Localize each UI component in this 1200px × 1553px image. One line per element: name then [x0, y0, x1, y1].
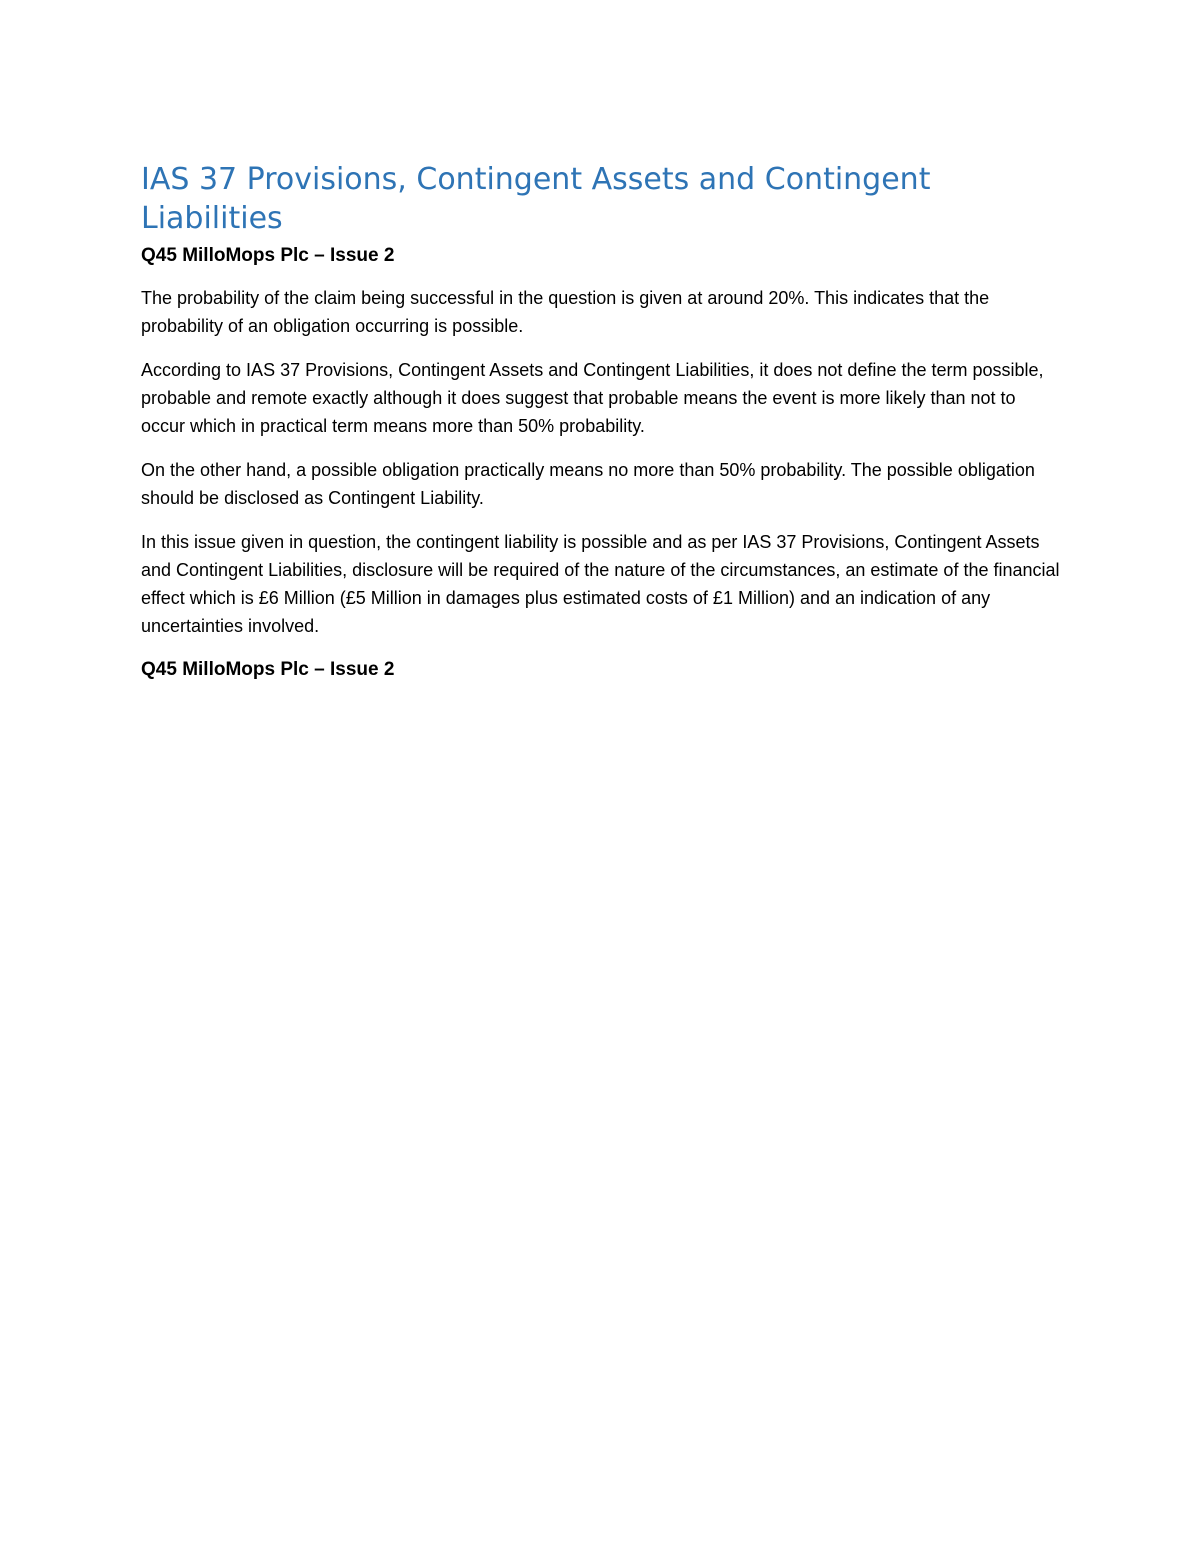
document-body: [141, 160, 1061, 698]
paragraph-ias37-definition: According to IAS 37 Provisions, Contingent Assets and Contingent Liabilities, it does not define the term possible, probable and remote exactly although it does suggest that probable means the event is more likely than not to occur which in practical term means more than 50% probability.: [141, 360, 1044, 436]
section-heading: Q45 MilloMops Plc – Issue 2: [141, 245, 395, 266]
paragraph-probability: The probability of the claim being successful in the question is given at around 20%. This indicates that the probability of an obligation occurring is possible.: [141, 288, 990, 336]
paragraph-disclosure: In this issue given in question, the contingent liability is possible and as per IAS 37 Provisions, Contingent Assets and Contingent Liabilities, disclosure will be required of the nature of the circumstances, an estimate of the financial effect which is £6 Million (£5 Million in damages plus estimated costs of £1 Million) and an indication of any uncertainties involved.: [141, 532, 1060, 636]
document-title: IAS 37 Provisions, Contingent Assets and Contingent Liabilities: [141, 162, 931, 236]
section-heading-repeat: Q45 MilloMops Plc – Issue 2: [141, 659, 395, 680]
paragraph-possible-obligation: On the other hand, a possible obligation practically means no more than 50% probability. The possible obligation should be disclosed as Contingent Liability.: [141, 460, 1035, 508]
